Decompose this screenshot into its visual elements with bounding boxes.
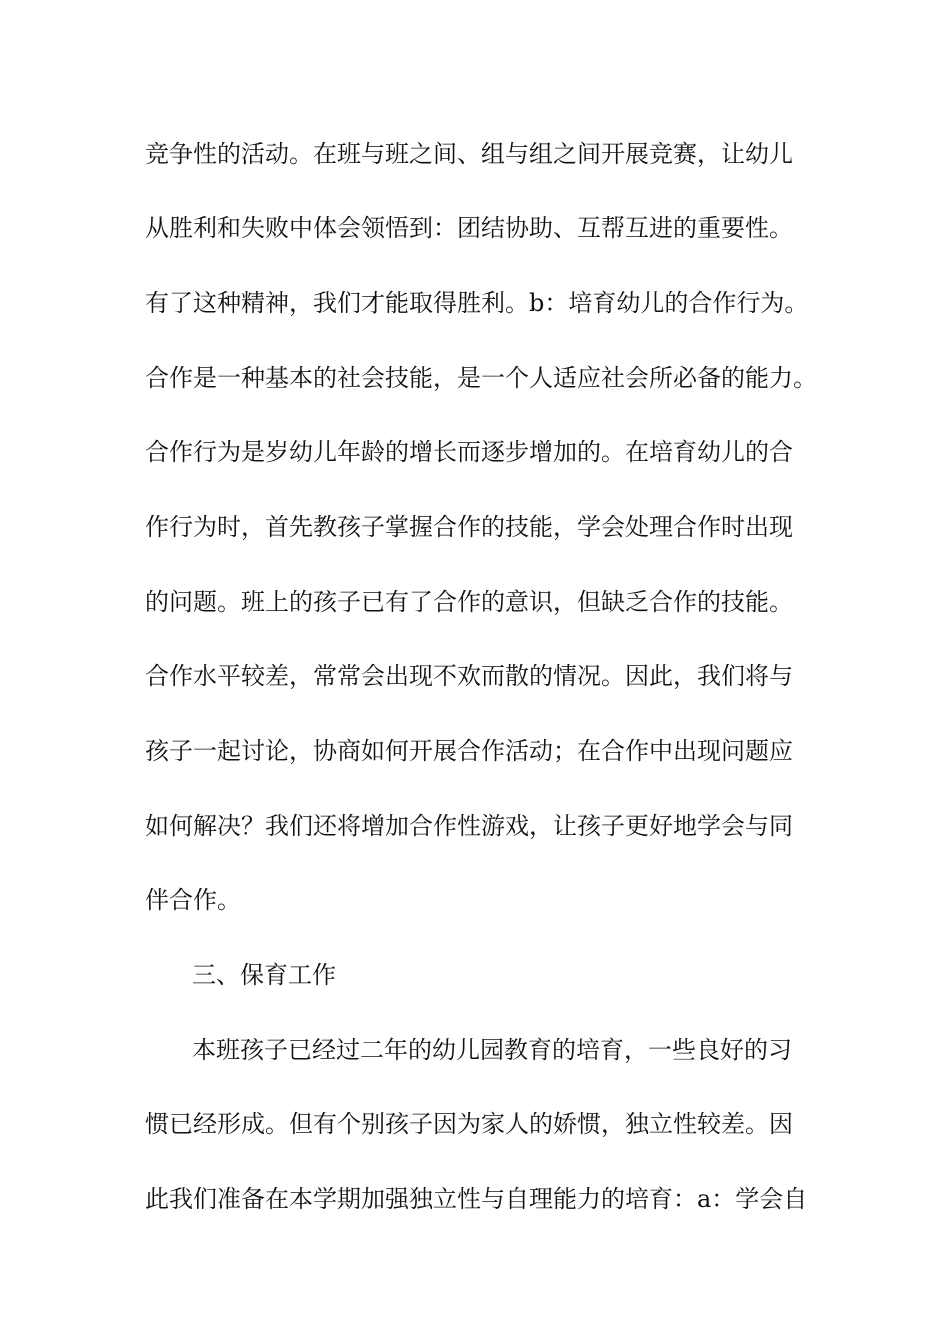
text-line: 有了这种精神，我们才能取得胜利。b：培育幼儿的合作行为。: [145, 289, 809, 317]
text-line: 合作水平较差，常常会出现不欢而散的情况。因此，我们将与: [145, 662, 793, 690]
section-heading: 三、保育工作: [192, 961, 336, 989]
paragraph-first-line: 本班孩子已经过二年的幼儿园教育的培育，一些良好的习: [192, 1036, 792, 1064]
text-line: 如何解决？我们还将增加合作性游戏，让孩子更好地学会与同: [145, 812, 793, 840]
text-line: 孩子一起讨论，协商如何开展合作活动；在合作中出现问题应: [145, 737, 793, 765]
text-line: 合作是一种基本的社会技能，是一个人适应社会所必备的能力。: [145, 364, 817, 392]
text-line: 惯已经形成。但有个别孩子因为家人的娇惯，独立性较差。因: [145, 1110, 793, 1138]
text-line: 作行为时，首先教孩子掌握合作的技能，学会处理合作时出现: [145, 513, 793, 541]
text-line: 合作行为是岁幼儿年龄的增长而逐步增加的。在培育幼儿的合: [145, 438, 793, 466]
text-line: 伴合作。: [145, 886, 241, 914]
text-line: 的问题。班上的孩子已有了合作的意识，但缺乏合作的技能。: [145, 588, 793, 616]
text-line: 此我们准备在本学期加强独立性与自理能力的培育：a：学会自: [145, 1185, 808, 1213]
text-line: 竞争性的活动。在班与班之间、组与组之间开展竞赛，让幼儿: [145, 140, 793, 168]
text-line: 从胜利和失败中体会领悟到：团结协助、互帮互进的重要性。: [145, 214, 793, 242]
